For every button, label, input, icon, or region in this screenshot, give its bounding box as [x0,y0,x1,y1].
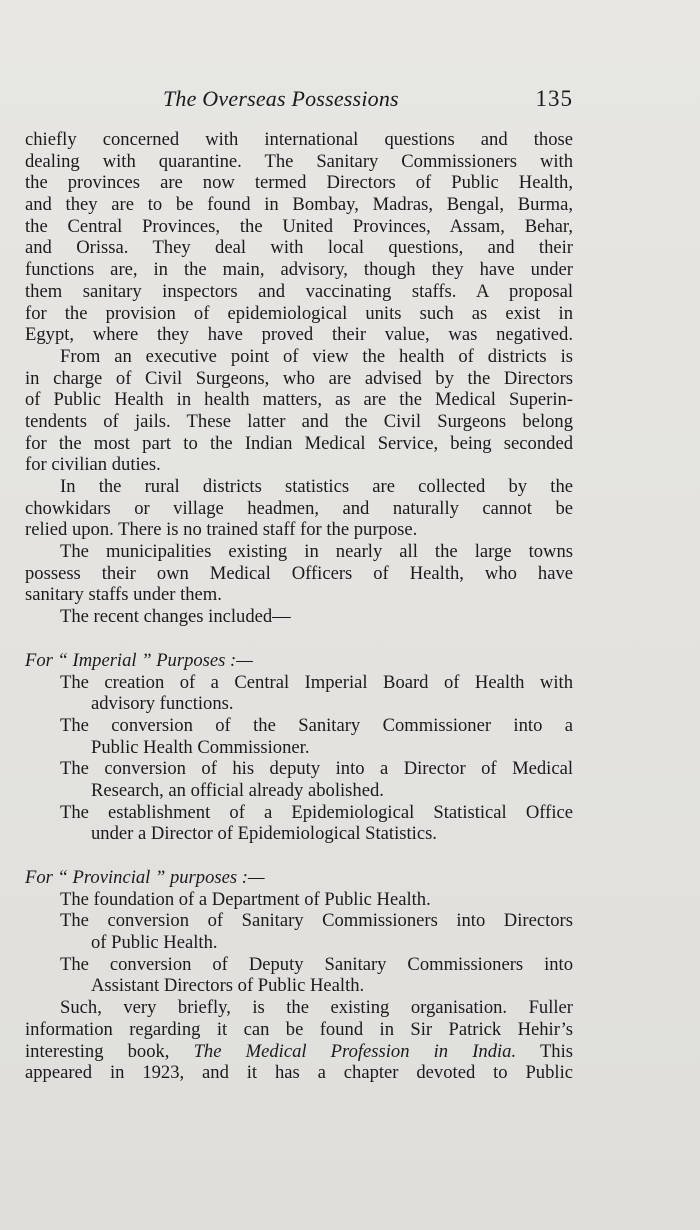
text-line: for civilian duties. [25,454,161,476]
text-fragment: This [539,1040,573,1062]
text-line: them sanitary inspectors and vaccinating staffs. A proposal [25,280,573,302]
list-item-continuation: advisory functions. [91,693,234,715]
text-line: From an executive point of view the health of districts is [60,345,573,367]
text-line: and Orissa. They deal with local questions, and their [25,237,573,259]
list-item-continuation: Assistant Directors of Public Health. [91,975,365,997]
book-title: The Medical Profession in India. [193,1040,517,1062]
text-line: information regarding it can be found in Sir Patrick Hehir’s [25,1018,573,1040]
text-line: of Public Health in health matters, as are the Medical Superin- [25,389,573,411]
text-line: The recent changes included— [60,606,291,628]
list-item-continuation: Public Health Commissioner. [91,736,310,758]
text-line: for the provision of epidemiological units such as exist in [25,302,573,324]
list-item: The foundation of a Department of Public Health. [60,888,431,910]
text-line: In the rural districts statistics are collected by the [60,476,573,497]
list-item-continuation: Research, an official already abolished. [91,779,384,801]
text-line: possess their own Medical Officers of Health, who have [25,562,573,584]
text-line: in charge of Civil Surgeons, who are advised by the Directors [25,367,573,389]
page-number: 135 [535,86,573,111]
text-line: Such, very briefly, is the existing organisation. Fuller [60,997,573,1019]
text-line: sanitary staffs under them. [25,584,222,606]
text-line: chiefly concerned with international questions and those [25,129,573,150]
running-title: The Overseas Possessions [163,86,399,111]
text-line: tendents of jails. These latter and the Civil Surgeons belong [25,410,573,432]
text-line: relied upon. There is no trained staff for the purpose. [25,519,418,541]
text-line: Egypt, where they have proved their value, was negatived. [25,324,573,346]
text-line: for the most part to the Indian Medical Service, being seconded [25,432,573,454]
text-line: functions are, in the main, advisory, though they have under [25,259,573,281]
list-item: The conversion of Deputy Sanitary Commissioners into [60,953,573,975]
text-line [25,1041,573,1063]
list-item: The conversion of his deputy into a Director of Medical [60,758,573,780]
text-line: appeared in 1923, and it has a chapter devoted to Public [25,1062,573,1084]
text-line: the provinces are now termed Directors of Public Health, [25,172,573,194]
list-item: The creation of a Central Imperial Board of Health with [60,671,573,693]
text-fragment: interesting book, [25,1040,170,1062]
page-body [25,129,573,1084]
text-line: the Central Provinces, the United Provinces, Assam, Behar, [25,215,573,237]
section-heading-imperial: For “ Imperial ” Purposes :— [25,649,253,671]
text-line: and they are to be found in Bombay, Madras, Bengal, Burma, [25,194,573,216]
text-line: dealing with quarantine. The Sanitary Commissioners with [25,150,573,172]
list-item-continuation: under a Director of Epidemiological Statistics. [91,823,437,845]
list-item: The conversion of Sanitary Commissioners into Directors [60,910,573,932]
section-heading-provincial: For “ Provincial ” purposes :— [25,867,265,888]
list-item-continuation: of Public Health. [91,932,218,954]
list-item: The establishment of a Epidemiological Statistical Office [60,801,573,823]
list-item: The conversion of the Sanitary Commissioner into a [60,714,573,736]
text-line: The municipalities existing in nearly all the large towns [60,541,573,563]
text-line: chowkidars or village headmen, and naturally cannot be [25,497,573,519]
page-header [25,86,573,118]
